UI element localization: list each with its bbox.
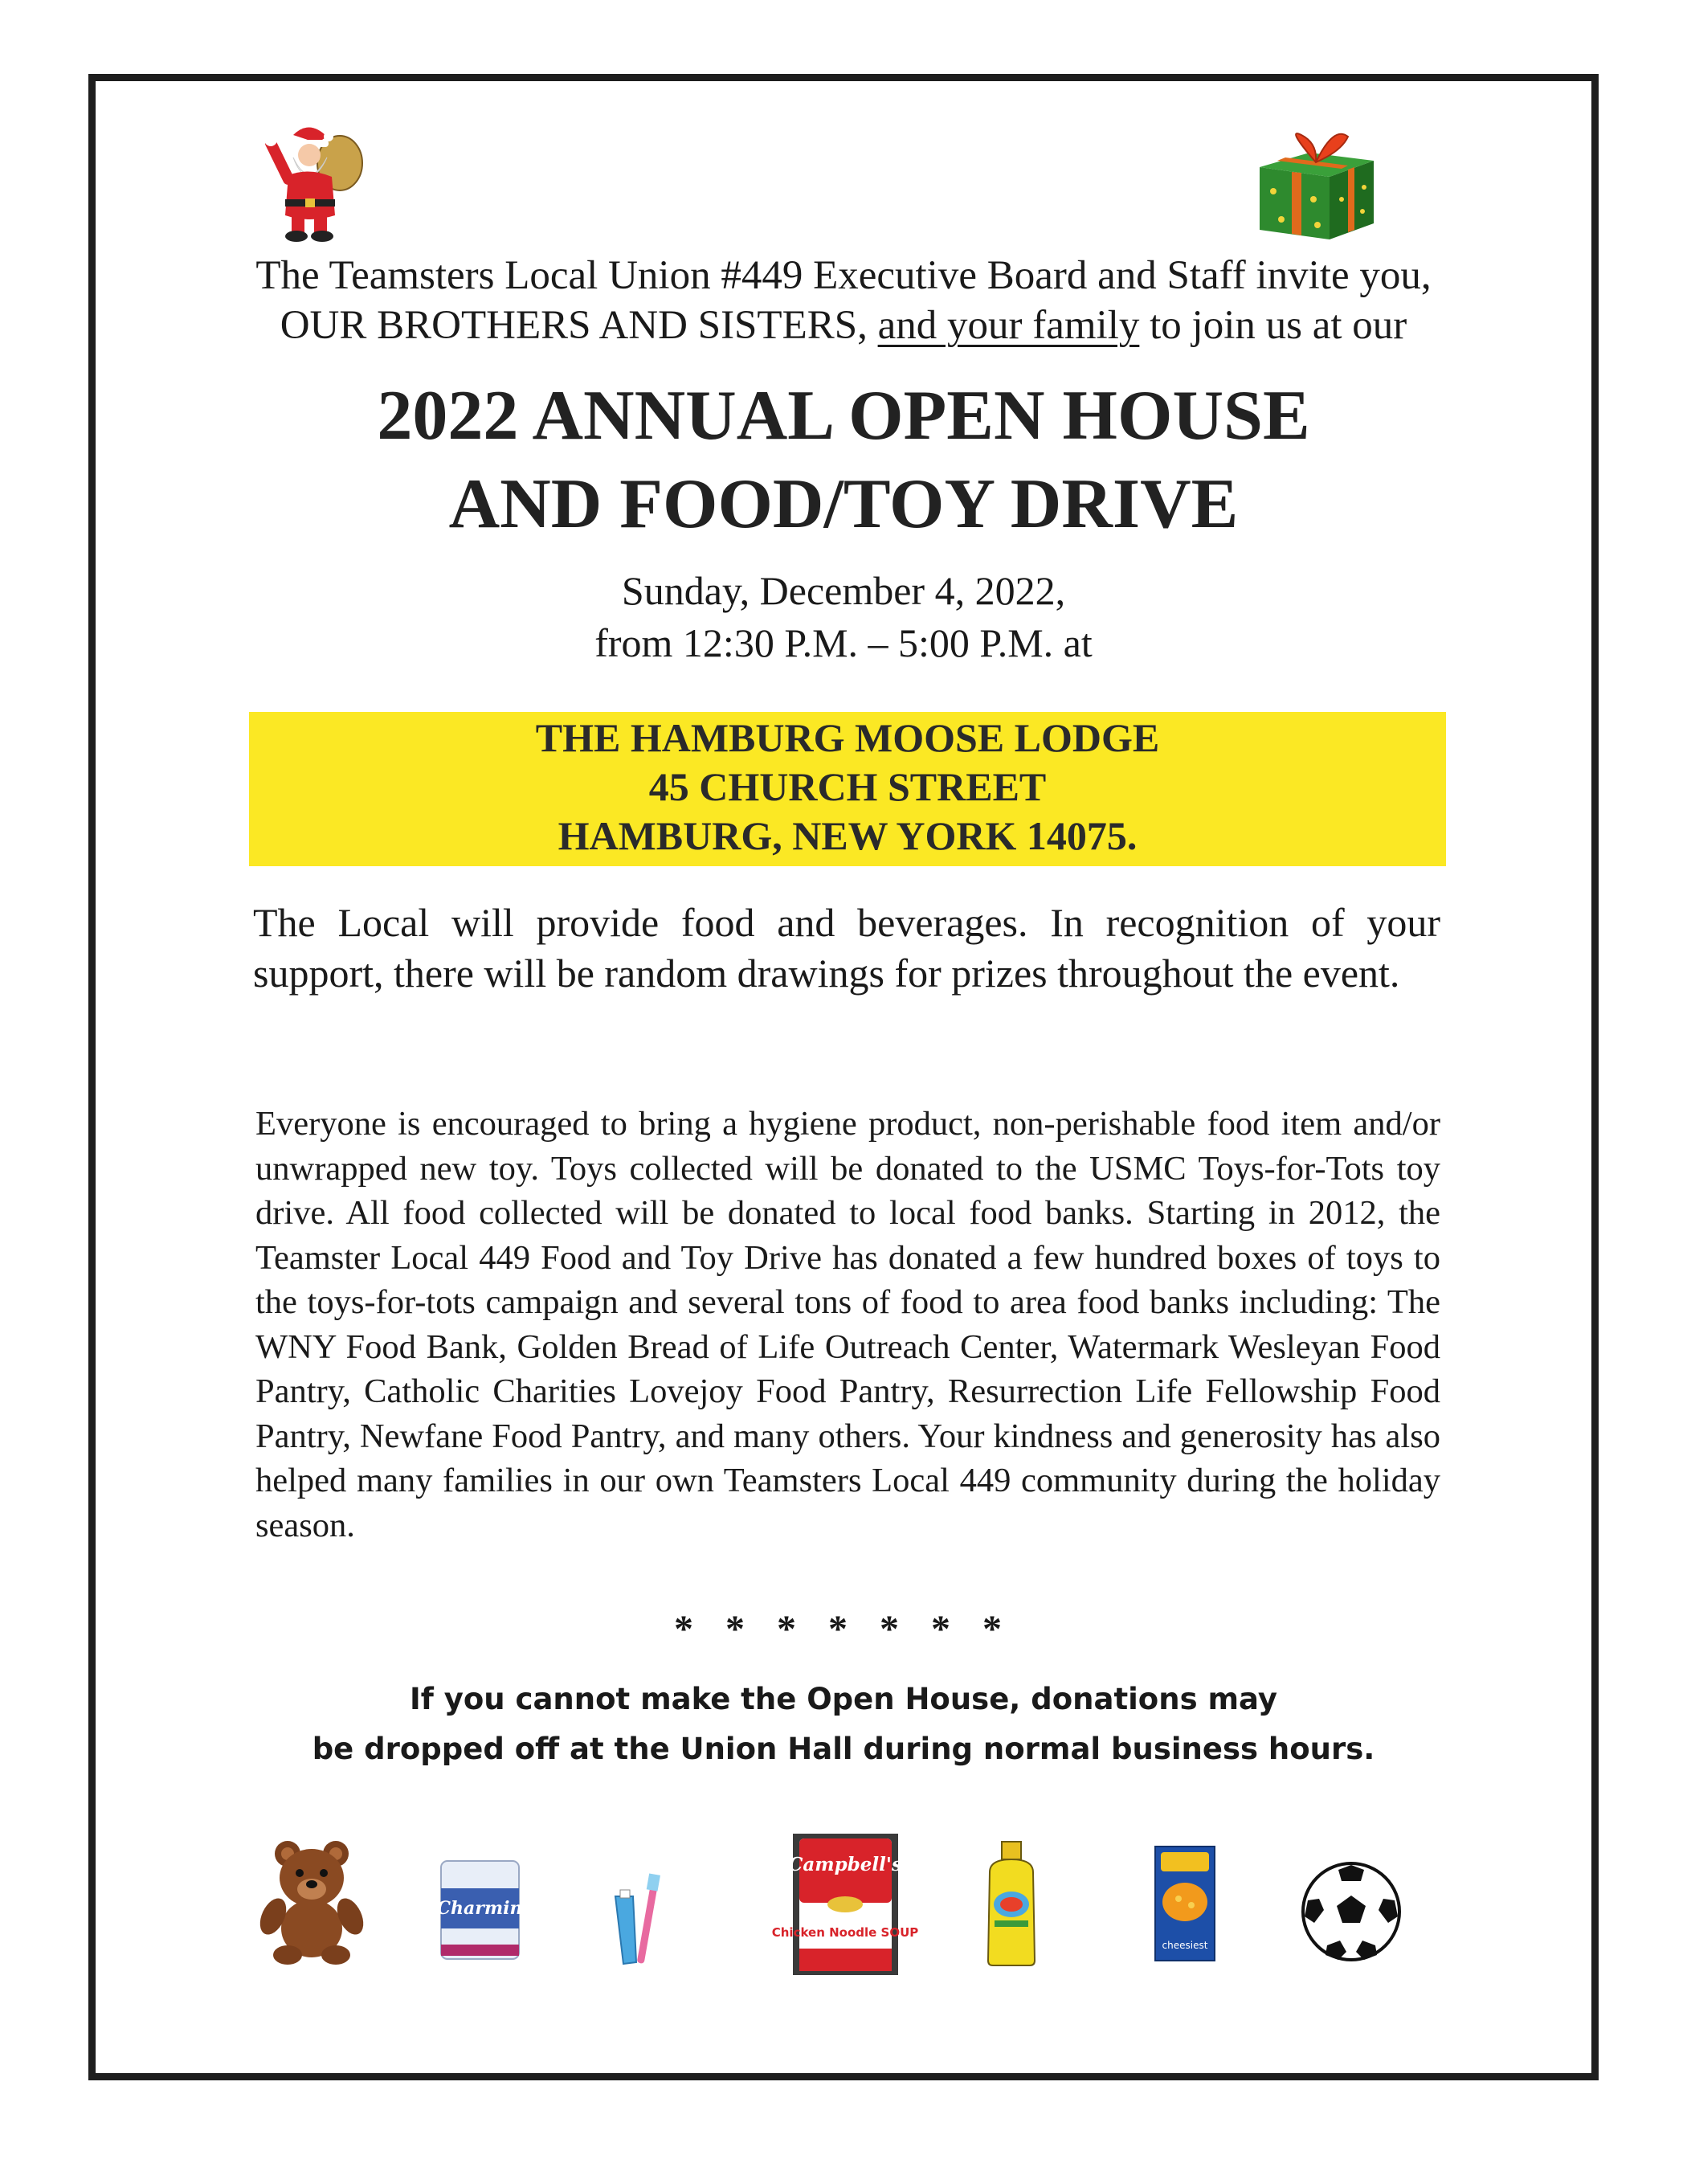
soup-name-text: Chicken Noodle SOUP [771, 1925, 919, 1940]
venue-city: HAMBURG, NEW YORK 14075. [558, 813, 1138, 858]
soup-can-clipart [771, 1832, 919, 1977]
invitation-line-2 [0, 301, 1687, 350]
toilet-paper-clipart [438, 1856, 522, 1965]
donation-info-paragraph: Everyone is encouraged to bring a hygiene product, non-perishable food item and/or unwrapped new toy. Toys collected will be donated to the USMC Toys-for-Tots toy drive. All food collected will be donated to local food banks. Starting in 2012, the Teamster Local 449 Food and Toy Drive has donated a few hundred boxes of toys to the toys-for-tots campaign and several tons of food to area food banks including: The WNY Food Bank, Golden Bread of Life Outreach Center, Watermark Wesleyan Food Pantry, Catholic Charities Lovejoy Food Pantry, Resurrection Life Fellowship Food Pantry, Newfane Food Pantry, and many others. Your kindness and generosity has also helped many families in our own Teamsters Local 449 community during the holiday season. [255, 1105, 1440, 1544]
underlined-phrase: and your family [877, 303, 1140, 348]
event-date: Sunday, December 4, 2022, [621, 568, 1066, 613]
star-separator: * * * * * * * [674, 1608, 1013, 1650]
invitation-line-1: The Teamsters Local Union #449 Executive Board and Staff invite you, [255, 253, 1432, 298]
dropoff-note-line-2: be dropped off at the Union Hall during normal business hours. [312, 1732, 1375, 1766]
dropoff-note-line-1: If you cannot make the Open House, donations may [410, 1682, 1277, 1716]
shampoo-bottle-clipart [982, 1840, 1042, 1969]
mac-cheesiest-text: cheesiest [1162, 1940, 1208, 1951]
event-title-line-2: AND FOOD/TOY DRIVE [448, 465, 1239, 543]
campbells-logo-text: Campbell's [788, 1854, 902, 1875]
soccer-ball-clipart [1300, 1860, 1403, 1963]
venue-street: 45 CHURCH STREET [648, 764, 1047, 809]
charmin-logo-text: Charmin [436, 1898, 523, 1919]
event-title-line-1: 2022 ANNUAL OPEN HOUSE [377, 377, 1310, 455]
gift-box-clipart [1253, 119, 1382, 243]
invitation-text: OUR BROTHERS AND SISTERS, [280, 303, 878, 348]
invitation-text-end: to join us at our [1139, 303, 1407, 348]
venue-highlight-box [249, 712, 1446, 866]
venue-name: THE HAMBURG MOOSE LODGE [535, 715, 1160, 760]
santa-clipart [261, 119, 366, 243]
toothbrush-clipart [609, 1872, 669, 1967]
page-border [88, 74, 1599, 2080]
mac-and-cheese-clipart [1153, 1844, 1217, 1963]
food-and-prizes-paragraph: The Local will provide food and beverages. In recognition of your support, there will be random drawings for prizes throughout the event. [253, 900, 1440, 996]
event-time: from 12:30 P.M. – 5:00 P.M. at [594, 620, 1093, 665]
teddy-bear-clipart [255, 1836, 368, 1965]
